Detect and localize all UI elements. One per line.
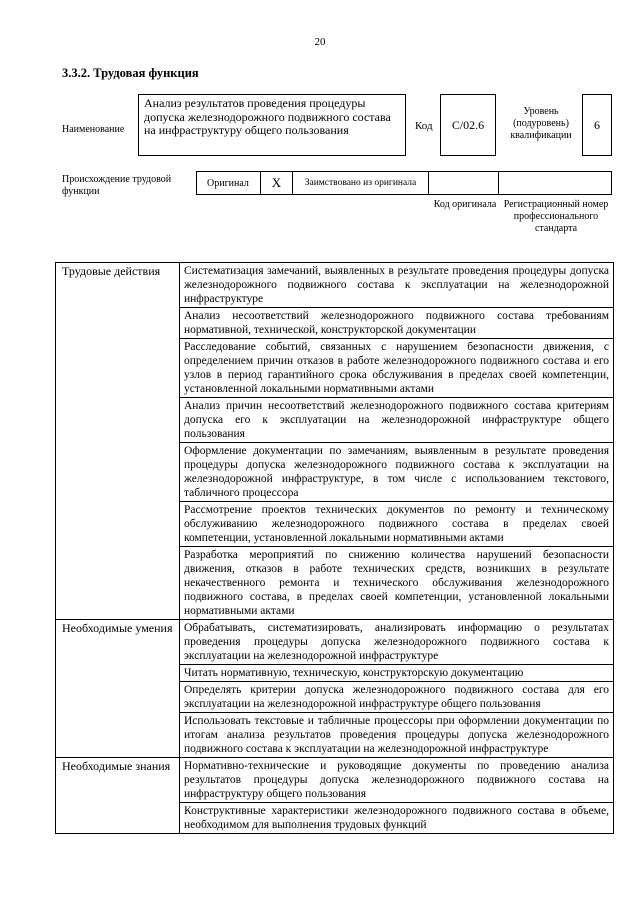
name-label: Наименование xyxy=(62,124,125,135)
page-number: 20 xyxy=(314,36,326,48)
function-name-box: Анализ результатов проведения процедуры допуска железнодорожного подвижного состава на инфраструктуру общего пользования xyxy=(138,94,406,156)
table-row xyxy=(56,758,614,803)
code-box: С/02.6 xyxy=(440,94,496,156)
qualification-level-label: Уровень (подуровень) квалификации xyxy=(510,106,572,141)
table-cell: Анализ несоответствий железнодорожного подвижного состава требованиям нормативной, технической, конструкторской документации xyxy=(180,308,614,339)
origin-registration-cell xyxy=(499,172,611,194)
origin-code-cell xyxy=(429,172,499,194)
table-cell: Определять критерии допуска железнодорожного подвижного состава для его эксплуатации на железнодорожной инфраструктуре общего пользования xyxy=(180,682,614,713)
table-cell: Расследование событий, связанных с нарушением безопасности движения, с определением причин отказов в работе железнодорожного подвижного состава и его узлов в период гарантийного срока обслуживания в пределах своей компетенции, установленной локальными нормативными актами xyxy=(180,339,614,398)
table-cell: Использовать текстовые и табличные процессоры при оформлении документации по итогам анализа результатов проведения процедуры допуска железнодорожного подвижного состава к эксплуатации на железнодорожной инфраструктуре xyxy=(180,713,614,758)
registration-number-caption: Регистрационный номер профессионального стандарта xyxy=(503,199,609,234)
origin-original-mark: X xyxy=(261,172,293,194)
table-cell: Рассмотрение проектов технических документов по ремонту и техническому обслуживанию железнодорожного подвижного состава в пределах своей компетенции, установленной локальными нормативными актами xyxy=(180,502,614,547)
group-label-required-skills: Необходимые умения xyxy=(56,620,180,758)
table-cell: Оформление документации по замечаниям, выявленным в результате проведения процедуры допуска железнодорожного подвижного состава к эксплуатации на железнодорожной инфраструктуре, в том числе с использованием текстового, табличного процессора xyxy=(180,443,614,502)
table-row xyxy=(56,263,614,308)
section-title: 3.3.2. Трудовая функция xyxy=(62,66,199,80)
origin-original-cell: Оригинал xyxy=(197,172,261,194)
group-label-required-knowledge: Необходимые знания xyxy=(56,758,180,834)
table-cell: Читать нормативную, техническую, конструкторскую документацию xyxy=(180,665,614,682)
table-cell: Разработка мероприятий по снижению количества нарушений безопасности движения, отказов в работе технических средств, возникших в результате некачественного ремонта и технического обслуживания железнодорожного подвижного состава, в пределах своей компетенции, установленной локальными нормативными актами xyxy=(180,547,614,620)
qualification-level-box: 6 xyxy=(582,94,612,156)
table-cell: Обрабатывать, систематизировать, анализировать информацию о результатах проведения процедуры допуска железнодорожного подвижного состава к эксплуатации на железнодорожной инфраструктуре xyxy=(180,620,614,665)
table-cell: Нормативно-технические и руководящие документы по проведению анализа результатов процедуры допуска железнодорожного подвижного состава на инфраструктуру общего пользования xyxy=(180,758,614,803)
origin-row xyxy=(196,171,612,195)
table-cell: Конструктивные характеристики железнодорожного подвижного состава в объеме, необходимом для выполнения трудовых функций xyxy=(180,803,614,834)
table-cell: Анализ причин несоответствий железнодорожного подвижного состава критериям допуска его к эксплуатации на железнодорожной инфраструктуре общего пользования xyxy=(180,398,614,443)
group-label-labor-actions: Трудовые действия xyxy=(56,263,180,620)
code-label: Код xyxy=(415,120,433,132)
origin-borrowed-cell: Заимствовано из оригинала xyxy=(293,172,429,194)
origin-label: Происхождение трудовой функции xyxy=(62,174,172,197)
labor-function-table xyxy=(55,262,614,834)
original-code-caption: Код оригинала xyxy=(433,199,497,210)
table-row xyxy=(56,620,614,665)
table-cell: Систематизация замечаний, выявленных в результате проведения процедуры допуска железнодорожного подвижного состава к эксплуатации на железнодорожной инфраструктуре xyxy=(180,263,614,308)
